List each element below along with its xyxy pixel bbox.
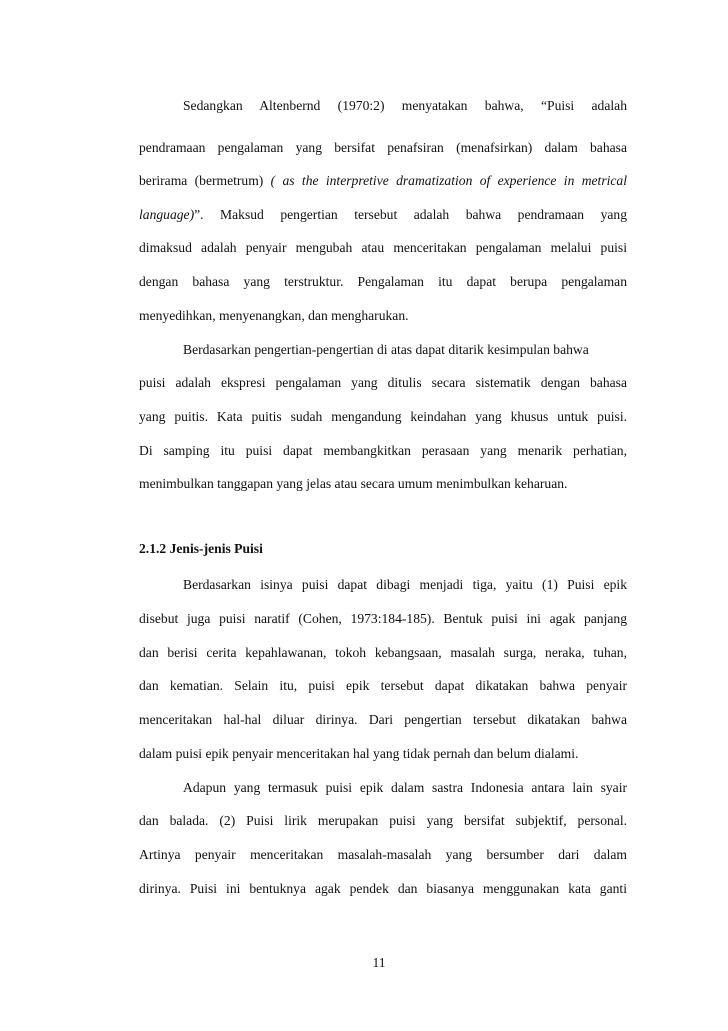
page-number: 11	[372, 955, 386, 970]
paragraph-3-line-3: dan berisi cerita kepahlawanan, tokoh kebangsaan, masalah surga, neraka, tuhan,	[139, 645, 627, 660]
paragraph-1-line-4	[139, 206, 627, 224]
paragraph-3-line-2: disebut juga puisi naratif (Cohen, 1973:184-185). Bentuk puisi ini agak panjang	[139, 611, 627, 626]
paragraph-1-line-4-italic: language)	[139, 207, 195, 222]
paragraph-1-line-1: Sedangkan Altenbernd (1970:2) menyatakan bahwa, “Puisi adalah	[183, 98, 627, 113]
paragraph-2-line-5: menimbulkan tanggapan yang jelas atau secara umum menimbulkan keharuan.	[139, 476, 568, 491]
paragraph-1-line-6: dengan bahasa yang terstruktur. Pengalaman itu dapat berupa pengalaman	[139, 274, 627, 289]
paragraph-2-line-4: Di samping itu puisi dapat membangkitkan perasaan yang menarik perhatian,	[139, 443, 627, 458]
paragraph-2-line-1: Berdasarkan pengertian-pengertian di atas dapat ditarik kesimpulan bahwa	[183, 342, 589, 357]
paragraph-1-line-3-italic: ( as the interpretive dramatization of experience in metrical	[270, 173, 627, 188]
paragraph-1-line-2: pendramaan pengalaman yang bersifat penafsiran (menafsirkan) dalam bahasa	[139, 140, 627, 155]
paragraph-1-line-5: dimaksud adalah penyair mengubah atau menceritakan pengalaman melalui puisi	[139, 240, 627, 255]
paragraph-1-line-3-text: berirama (bermetrum)	[139, 173, 271, 188]
paragraph-3-line-1: Berdasarkan isinya puisi dapat dibagi menjadi tiga, yaitu (1) Puisi epik	[183, 577, 627, 592]
paragraph-1-line-4-text: ”. Maksud pengertian tersebut adalah bahwa pendramaan yang	[194, 207, 627, 222]
paragraph-4-line-3: Artinya penyair menceritakan masalah-masalah yang bersumber dari dalam	[139, 847, 627, 862]
paragraph-2-line-3: yang puitis. Kata puitis sudah mengandung keindahan yang khusus untuk puisi.	[139, 409, 627, 424]
paragraph-1-line-7: menyedihkan, menyenangkan, dan mengharukan.	[139, 308, 409, 323]
paragraph-4-line-4: dirinya. Puisi ini bentuknya agak pendek dan biasanya menggunakan kata ganti	[139, 881, 627, 896]
paragraph-4-line-1: Adapun yang termasuk puisi epik dalam sastra Indonesia antara lain syair	[183, 780, 627, 795]
section-heading: 2.1.2 Jenis-jenis Puisi	[139, 541, 263, 556]
paragraph-2-line-2: puisi adalah ekspresi pengalaman yang ditulis secara sistematik dengan bahasa	[139, 375, 627, 390]
paragraph-3-line-4: dan kematian. Selain itu, puisi epik tersebut dapat dikatakan bahwa penyair	[139, 678, 627, 693]
paragraph-3-line-5: menceritakan hal-hal diluar dirinya. Dari pengertian tersebut dikatakan bahwa	[139, 712, 627, 727]
paragraph-1-line-3	[139, 172, 627, 190]
paragraph-4-line-2: dan balada. (2) Puisi lirik merupakan puisi yang bersifat subjektif, personal.	[139, 813, 627, 828]
paragraph-3-line-6: dalam puisi epik penyair menceritakan hal yang tidak pernah dan belum dialami.	[139, 746, 579, 761]
